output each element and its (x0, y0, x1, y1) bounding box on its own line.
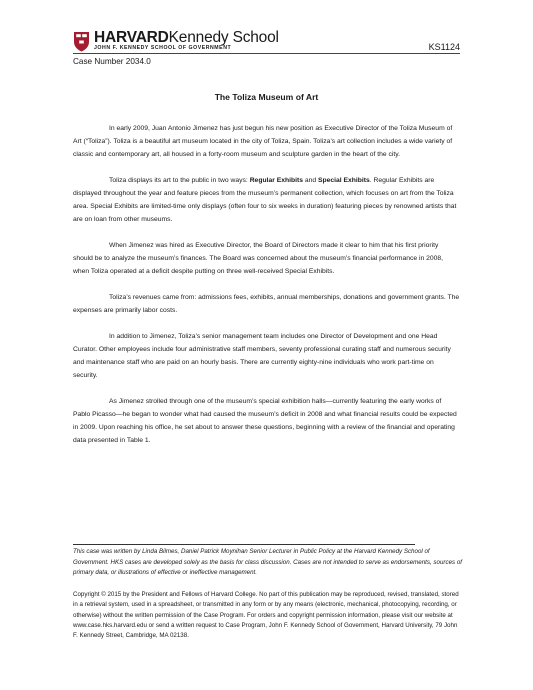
footer-divider (73, 544, 415, 545)
harvard-shield-icon (73, 31, 90, 52)
logo-subtitle: JOHN F. KENNEDY SCHOOL OF GOVERNMENT (94, 45, 232, 51)
logo-wordmark-regular: Kennedy School (168, 29, 279, 46)
paragraph-2-part-b: and (302, 177, 318, 184)
harvard-kennedy-school-logo (73, 31, 473, 55)
case-code: KS1124 (428, 42, 460, 52)
copyright-notice: Copyright © 2015 by the President and Fellows of Harvard College. No part of this publication may be reproduced, revised, translated, stored in a retrieval system, used in a spreadsheet, or transmitted in any form or by any means (electronic, mechanical, photocopying, recording, or otherwise) without the written permission of the Case Program. For orders and copyright permission information, please visit our website at www.case.hks.harvard.edu or send a written request to Case Program, John F. Kennedy School of Government, Harvard University, 79 John F. Kennedy Street, Cambridge, MA 02138. (73, 591, 459, 640)
header-divider (73, 53, 460, 54)
paragraph-2 (73, 174, 460, 226)
case-number: Case Number 2034.0 (73, 57, 151, 66)
footer-note: This case was written by Linda Bilmes, Daniel Patrick Moynihan Senior Lecturer in Public Policy at the Harvard Kennedy School of Government. HKS cases are developed solely as the basis for class discussion. Cases are not intended to serve as endorsements, sources of primary data, or illustrations of effective or ineffective management. (73, 548, 462, 576)
document-title: The Toliza Museum of Art (214, 92, 319, 102)
special-exhibits-term: Special Exhibits (317, 177, 370, 184)
regular-exhibits-term: Regular Exhibits (249, 177, 303, 184)
paragraph-2-part-a: Toliza displays its art to the public in two ways: (109, 177, 250, 184)
paragraph-4: Toliza’s revenues came from: admissions fees, exhibits, annual memberships, donations and government grants. The expenses are primarily labor costs. (73, 294, 460, 314)
paragraph-3: When Jimenez was hired as Executive Director, the Board of Directors made it clear to him that his first priority should be to analyze the museum’s finances. The Board was concerned about the museum’s financial performance in 2008, when Toliza operated at a deficit despite putting on three well-received Special Exhibits. (73, 242, 443, 275)
body-text (73, 122, 460, 460)
paragraph-6: As Jimenez strolled through one of the museum’s special exhibition halls—currently featuring the early works of Pablo Picasso—he began to wonder what had caused the museum’s deficit in 2008 and what financial results could be expected in 2009. Upon reaching his office, he set about to answer these questions, beginning with a review of the financial and operating data presented in Table 1. (73, 398, 457, 444)
paragraph-1: In early 2009, Juan Antonio Jimenez has just begun his new position as Executive Director of the Toliza Museum of Art (“Toliza”). Toliza is a beautiful art museum located in the city of Toliza, Spain. Toliza’s art collection includes a wide variety of classic and contemporary art, all housed in a forty-room museum and sculpture garden in the heart of the city. (73, 125, 453, 158)
paragraph-2-part-c: . Regular Exhibits are displayed throughout the year and feature pieces from the museum’s permanent collection, which focuses on art from the Toliza area. Special Exhibits are limited-time only displays (often four to six weeks in duration) featuring pieces by renowned artists that are on loan from other museums. (73, 177, 457, 223)
paragraph-5: In addition to Jimenez, Toliza’s senior management team includes one Director of Development and one Head Curator. Other employees include four administrative staff members, seventy professional curating staff and numerous security and maintenance staff who are paid on an hourly basis. There are currently eighty-nine individuals who work part-time on security. (73, 333, 451, 379)
logo-wordmark-bold: HARVARD (94, 29, 169, 46)
